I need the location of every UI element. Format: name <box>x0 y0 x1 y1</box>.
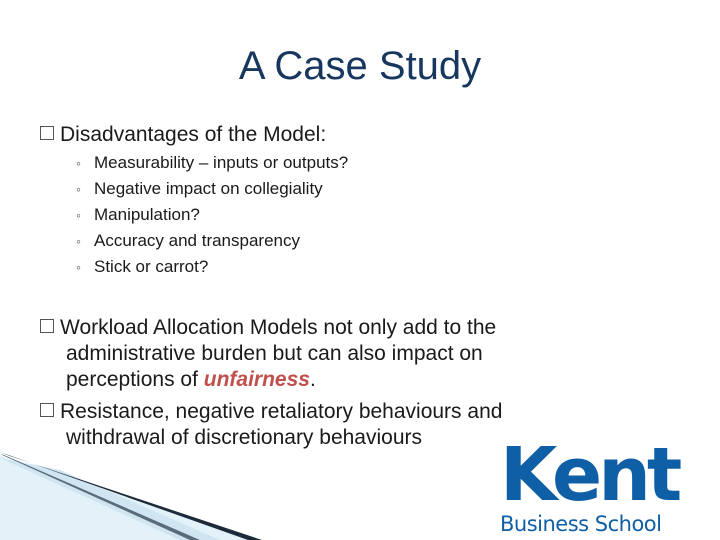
disadvantages-heading <box>40 122 326 148</box>
disadvantages-heading-text: Disadvantages of the Model: <box>60 123 327 146</box>
ring-bullet-icon: ◦ <box>76 259 81 275</box>
ring-bullet-icon: ◦ <box>76 181 81 197</box>
kent-business-school-logo <box>500 432 690 536</box>
list-item: ◦ Accuracy and transparency <box>76 228 300 254</box>
list-item: ◦ Measurability – inputs or outputs? <box>76 150 348 176</box>
list-item: ◦ Stick or carrot? <box>76 254 208 280</box>
ring-bullet-icon: ◦ <box>76 207 81 223</box>
logo-subtitle: Business School <box>500 512 662 536</box>
slide-title: A Case Study <box>238 44 482 88</box>
square-bullet-icon <box>40 403 54 417</box>
list-item: ◦ Manipulation? <box>76 202 200 228</box>
list-item: ◦ Negative impact on collegiality <box>76 176 323 202</box>
ring-bullet-icon: ◦ <box>76 233 81 249</box>
ring-bullet-icon: ◦ <box>76 155 81 171</box>
square-bullet-icon <box>40 126 54 140</box>
square-bullet-icon <box>40 319 54 333</box>
resistance-paragraph: Resistance, negative retaliatory behaviours and withdrawal of discretionary behaviours <box>40 399 610 451</box>
logo-wordmark: Kent <box>500 432 679 518</box>
workload-paragraph: Workload Allocation Models not only add to the administrative burden but can also impact on perceptions of unfairness. <box>40 315 610 393</box>
unfairness-emphasis: unfairness <box>203 368 310 391</box>
